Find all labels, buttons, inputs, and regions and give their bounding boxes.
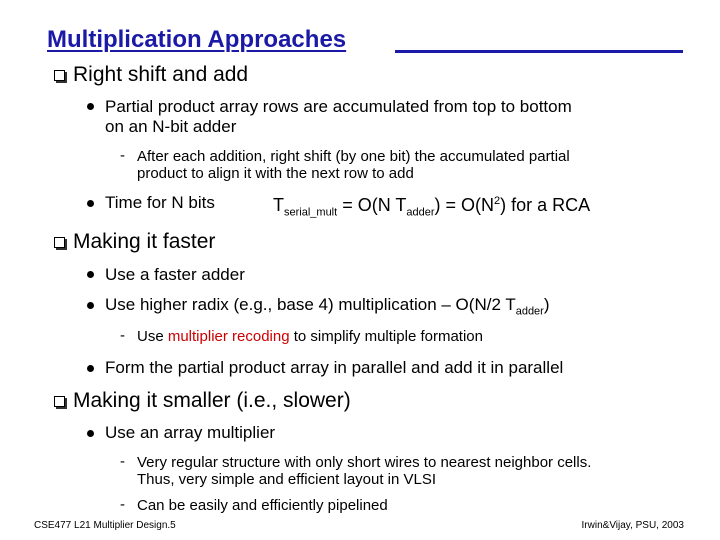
section-heading-smaller: Making it smaller (i.e., slower) [73,389,351,412]
dot-bullet-icon [87,200,94,207]
bullet-partial-product-line2: on an N-bit adder [105,117,237,136]
dash-bullet: - [120,147,125,164]
formula-serial-mult: $T_{serial\_mult} = O(N$ $T_{adder}) = O(N^2)$ for a RCA [273,195,591,219]
checkbox-bullet-icon [54,237,65,248]
dash-bullet: - [120,496,125,513]
subbullet-right-shift-line1: After each addition, right shift (by one bit) the accumulated partial [137,148,570,165]
subbullet-regular-structure-line1: Very regular structure with only short wires to nearest neighbor cells. [137,454,592,471]
subbullet-pipelined: Can be easily and efficiently pipelined [137,497,388,514]
footer-course-label: CSE477 L21 Multiplier Design.5 [34,520,176,531]
bullet-faster-adder: Use a faster adder [105,265,245,284]
dot-bullet-icon [87,365,94,372]
bullet-partial-product-line1: Partial product array rows are accumulated from top to bottom [105,97,572,116]
dot-bullet-icon [87,271,94,278]
section-heading-right-shift: Right shift and add [73,63,249,86]
section-heading-faster: Making it faster [73,230,216,253]
dot-bullet-icon [87,430,94,437]
checkbox-bullet-icon [54,70,65,81]
bullet-time-for-n-bits: Time for N bits [105,193,215,212]
dash-bullet: - [120,453,125,470]
bullet-parallel-array: Form the partial product array in parallel and add it in parallel [105,358,564,377]
dash-bullet: - [120,327,125,344]
subbullet-multiplier-recoding: Use multiplier recoding to simplify multiple formation [137,328,483,345]
subbullet-right-shift-line2: product to align it with the next row to add [137,165,414,182]
page-title: Multiplication Approaches [47,26,347,53]
subbullet-regular-structure-line2: Thus, very simple and efficient layout in VLSI [137,471,437,488]
bullet-array-multiplier: Use an array multiplier [105,423,276,442]
dot-bullet-icon [87,302,94,309]
dot-bullet-icon [87,103,94,110]
bullet-higher-radix: Use higher radix (e.g., base 4) multiplication – O(N/2 $T_{adder}$) [105,295,550,318]
checkbox-bullet-icon [54,396,65,407]
footer-author-label: Irwin&Vijay, PSU, 2003 [581,520,684,531]
title-underline [395,50,683,53]
